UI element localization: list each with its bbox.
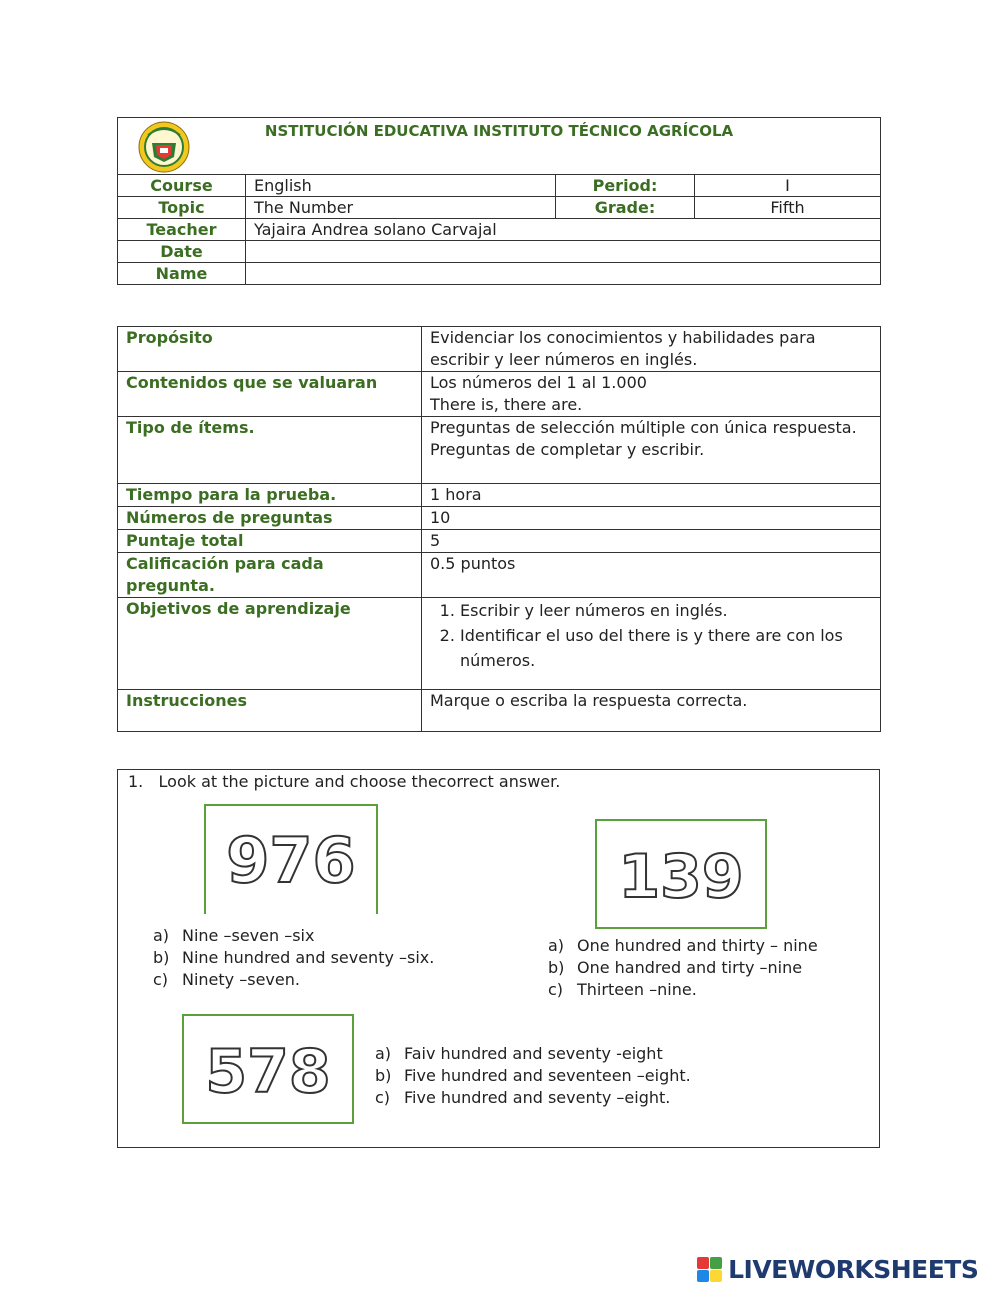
calificacion-value: 0.5 puntos — [422, 553, 881, 598]
info-table — [117, 326, 881, 732]
topic-label: Topic — [118, 197, 246, 219]
number-picture-text: 139 — [618, 842, 744, 912]
instrucciones-value: Marque o escriba la respuesta correcta. — [422, 690, 881, 732]
course-label: Course — [118, 175, 246, 197]
puntaje-value: 5 — [422, 530, 881, 553]
contenidos-value — [422, 372, 881, 417]
grade-value: Fifth — [695, 197, 881, 219]
outlined-number-icon — [184, 1016, 352, 1122]
question-box — [117, 769, 880, 1148]
outlined-number-icon — [597, 821, 765, 927]
course-value: English — [246, 175, 556, 197]
objetivo-item: 1. Escribir y leer números en inglés. — [460, 598, 872, 623]
option-text: Ninety –seven. — [182, 970, 300, 989]
option-letter: b) — [548, 958, 565, 977]
tipo-line: Preguntas de selección múltiple con única respuesta. — [430, 418, 857, 437]
option-text: Faiv hundred and seventy -eight — [404, 1044, 663, 1063]
topic-value: The Number — [246, 197, 556, 219]
brand-text: LIVEWORKSHEETS — [728, 1255, 979, 1284]
answer-option[interactable] — [153, 925, 434, 947]
answer-option[interactable] — [548, 935, 818, 957]
header-table — [117, 117, 881, 285]
option-text: Nine –seven –six — [182, 926, 315, 945]
date-field[interactable] — [246, 241, 881, 263]
options-list — [548, 935, 818, 1001]
calificacion-label: Calificación para cada pregunta. — [118, 553, 422, 598]
header-title-cell — [118, 118, 881, 175]
period-value: I — [695, 175, 881, 197]
option-text: Thirteen –nine. — [577, 980, 697, 999]
answer-option[interactable] — [375, 1065, 691, 1087]
option-text: One handred and tirty –nine — [577, 958, 803, 977]
liveworksheets-logo-icon — [697, 1257, 723, 1283]
liveworksheets-logo[interactable] — [697, 1255, 978, 1285]
objetivo-item: 2. Identificar el uso del there is y there are con los números. — [460, 623, 872, 673]
tipo-line: Preguntas de completar y escribir. — [430, 440, 705, 459]
answer-option[interactable] — [548, 957, 818, 979]
option-letter: a) — [375, 1044, 392, 1063]
numeros-label: Números de preguntas — [118, 507, 422, 530]
answer-option[interactable] — [375, 1087, 691, 1109]
instrucciones-label: Instrucciones — [118, 690, 422, 732]
tiempo-value: 1 hora — [422, 484, 881, 507]
option-letter: a) — [153, 926, 170, 945]
teacher-value: Yajaira Andrea solano Carvajal — [246, 219, 881, 241]
number-picture-text: 976 — [226, 824, 356, 897]
tipo-label: Tipo de ítems. — [118, 417, 422, 484]
option-text: Five hundred and seventy –eight. — [404, 1088, 671, 1107]
question-text: Look at the picture and choose thecorrect answer. — [158, 772, 561, 791]
contenidos-line: There is, there are. — [430, 395, 583, 414]
option-letter: c) — [548, 980, 564, 999]
answer-option[interactable] — [153, 969, 434, 991]
puntaje-label: Puntaje total — [118, 530, 422, 553]
answer-option[interactable] — [375, 1043, 691, 1065]
answer-option[interactable] — [153, 947, 434, 969]
grade-label: Grade: — [556, 197, 695, 219]
tiempo-label: Tiempo para la prueba. — [118, 484, 422, 507]
contenidos-line: Los números del 1 al 1.000 — [430, 373, 647, 392]
option-text: One hundred and thirty – nine — [577, 936, 818, 955]
option-text: Five hundred and seventeen –eight. — [404, 1066, 691, 1085]
option-letter: b) — [153, 948, 170, 967]
objetivos-value — [422, 598, 881, 690]
question-number: 1. — [128, 772, 144, 791]
option-letter: a) — [548, 936, 565, 955]
number-picture — [182, 1014, 354, 1124]
proposito-value: Evidenciar los conocimientos y habilidades para escribir y leer números en inglés. — [422, 327, 881, 372]
date-label: Date — [118, 241, 246, 263]
name-field[interactable] — [246, 263, 881, 285]
period-label: Period: — [556, 175, 695, 197]
number-picture — [595, 819, 767, 929]
options-list — [375, 1043, 691, 1109]
number-picture — [204, 804, 378, 914]
option-letter: c) — [153, 970, 169, 989]
tipo-value — [422, 417, 881, 484]
school-title: NSTITUCIÓN EDUCATIVA INSTITUTO TÉCNICO AGRÍCOLA — [264, 122, 734, 140]
option-letter: b) — [375, 1066, 392, 1085]
options-list — [153, 925, 434, 991]
number-picture-text: 578 — [205, 1037, 331, 1107]
objetivos-label: Objetivos de aprendizaje — [118, 598, 422, 690]
answer-option[interactable] — [548, 979, 818, 1001]
option-letter: c) — [375, 1088, 391, 1107]
teacher-label: Teacher — [118, 219, 246, 241]
option-text: Nine hundred and seventy –six. — [182, 948, 435, 967]
question-title — [128, 772, 560, 791]
proposito-label: Propósito — [118, 327, 422, 372]
name-label: Name — [118, 263, 246, 285]
numeros-value: 10 — [422, 507, 881, 530]
outlined-number-icon — [206, 806, 376, 914]
contenidos-label: Contenidos que se valuaran — [118, 372, 422, 417]
